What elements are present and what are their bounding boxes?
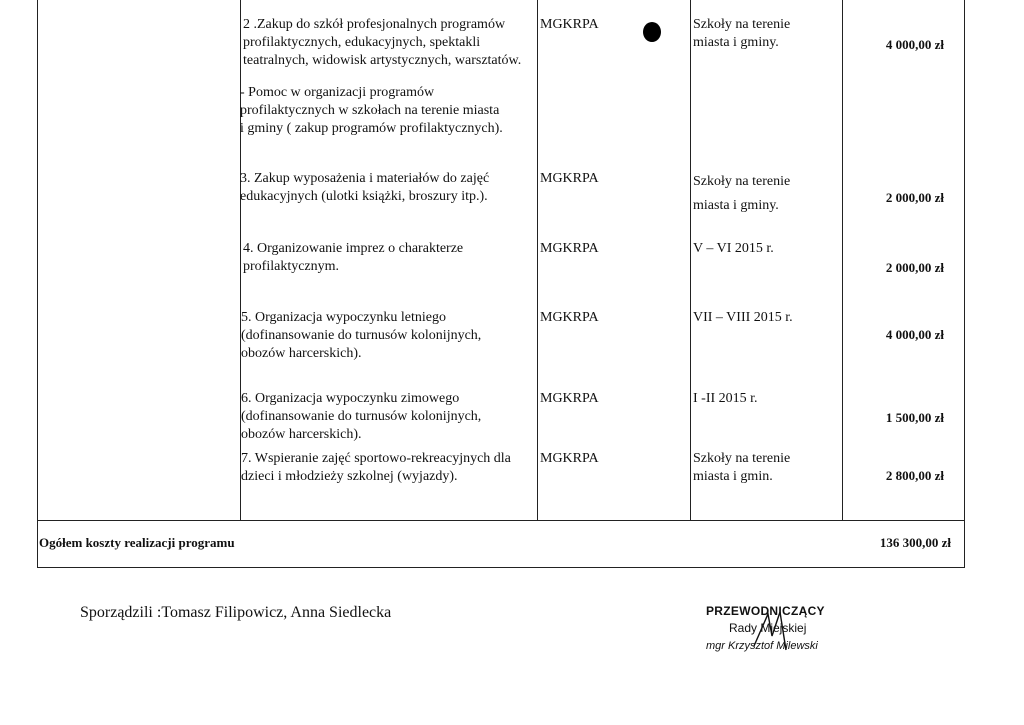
summary-bottom-border bbox=[37, 567, 965, 568]
stamp-council: Rady Miejskiej bbox=[729, 621, 807, 635]
row-4-executor: MGKRPA bbox=[540, 241, 599, 256]
row-6-executor: MGKRPA bbox=[540, 391, 599, 406]
row-7-executor: MGKRPA bbox=[540, 451, 599, 466]
row-4-task: 4. Organizowanie imprez o charakterze profilaktycznym. bbox=[243, 241, 464, 274]
row-5-cost: 4 000,00 zł bbox=[885, 327, 944, 342]
punch-hole-dot bbox=[643, 22, 661, 42]
row-1b-task: - Pomoc w organizacji programów profilaktycznych w szkołach na terenie miasta i gminy ( zakup programów profilaktycznych). bbox=[240, 85, 503, 136]
stamp-name: mgr Krzysztof Milewski bbox=[706, 640, 818, 652]
row-3-task: 3. Zakup wyposażenia i materiałów do zajęć edukacyjnych (ulotki książki, broszury itp.). bbox=[240, 171, 490, 204]
column-divider-date bbox=[690, 0, 691, 520]
row-6-task: 6. Organizacja wypoczynku zimowego (dofinansowanie do turnusów kolonijnych, obozów harcerskich). bbox=[241, 391, 482, 442]
table-border-right bbox=[964, 0, 965, 568]
row-1-date: Szkoły na terenie miasta i gminy. bbox=[693, 17, 791, 50]
row-1-executor: MGKRPA bbox=[540, 17, 599, 32]
summary-top-border bbox=[37, 520, 965, 521]
row-5-task: 5. Organizacja wypoczynku letniego (dofinansowanie do turnusów kolonijnych, obozów harcerskich). bbox=[241, 310, 482, 361]
stamp-title: PRZEWODNICZĄCY bbox=[706, 604, 825, 618]
row-6-cost: 1 500,00 zł bbox=[885, 410, 944, 425]
row-4-date: V – VI 2015 r. bbox=[693, 241, 774, 256]
table-border-left bbox=[37, 0, 38, 568]
row-7-date: Szkoły na terenie miasta i gmin. bbox=[693, 451, 791, 484]
row-3-cost: 2 000,00 zł bbox=[885, 190, 944, 205]
row-5-executor: MGKRPA bbox=[540, 310, 599, 325]
row-1-cost: 4 000,00 zł bbox=[885, 37, 944, 52]
row-4-cost: 2 000,00 zł bbox=[885, 260, 944, 275]
signature-scribble bbox=[746, 606, 806, 656]
row-7-task: 7. Wspieranie zajęć sportowo-rekreacyjnych dla dzieci i młodzieży szkolnej (wyjazdy). bbox=[241, 451, 511, 484]
column-divider-cost bbox=[842, 0, 843, 520]
summary-label: Ogółem koszty realizacji programu bbox=[39, 535, 235, 550]
row-1-task: 2 .Zakup do szkół profesjonalnych programów profilaktycznych, edukacyjnych, spektakli teatralnych, widowisk artystycznych, warsztatów. bbox=[243, 17, 522, 68]
row-3-date: Szkoły na terenie miasta i gminy. bbox=[693, 174, 791, 213]
summary-total: 136 300,00 zł bbox=[879, 535, 951, 550]
row-6-date: I -II 2015 r. bbox=[693, 391, 758, 406]
row-5-date: VII – VIII 2015 r. bbox=[693, 310, 793, 325]
row-7-cost: 2 800,00 zł bbox=[885, 468, 944, 483]
row-3-executor: MGKRPA bbox=[540, 171, 599, 186]
prepared-by: Sporządzili :Tomasz Filipowicz, Anna Siedlecka bbox=[80, 604, 392, 621]
